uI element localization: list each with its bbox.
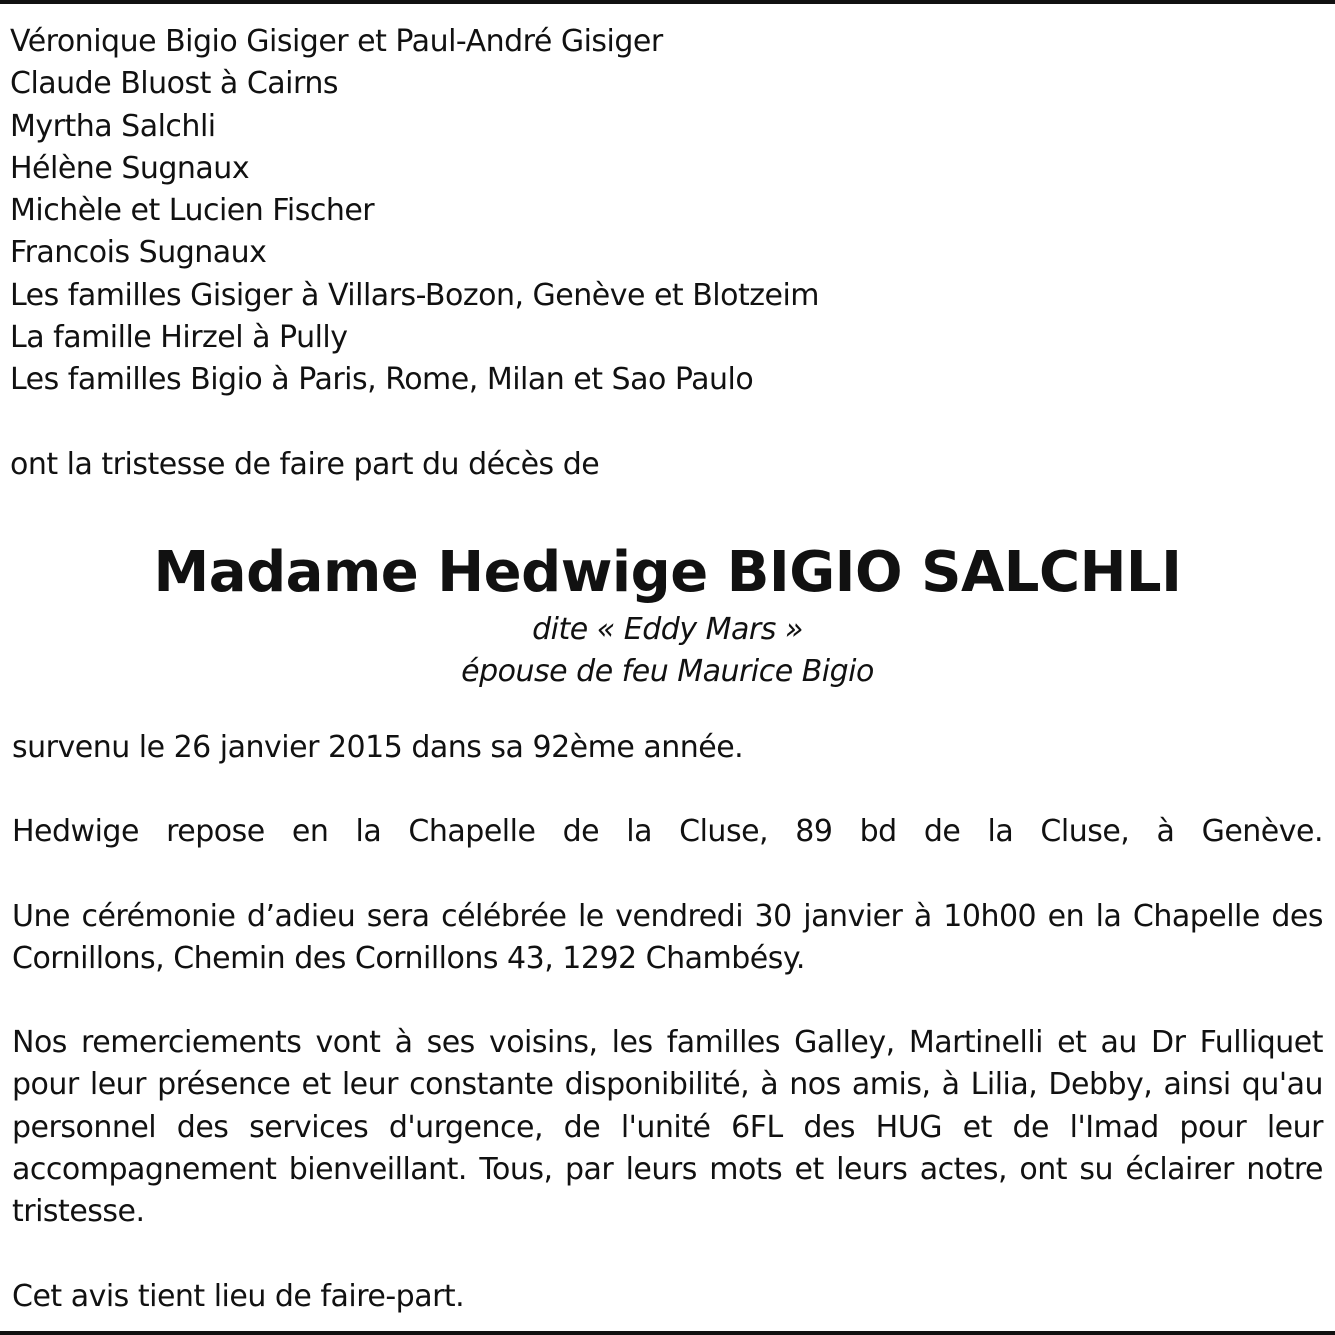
top-border-rule	[0, 0, 1335, 4]
deceased-spouse: épouse de feu Maurice Bigio	[461, 654, 874, 689]
family-member-line: La famille Hirzel à Pully	[10, 320, 348, 356]
thanks-paragraph: Nos remerciements vont à ses voisins, les familles Galley, Martinelli et au Dr Fulliquet pour leur présence et leur constante disponibilité, à nos amis, à Lilia, Debby, ainsi qu'au personnel des services d'urgence, de l'unité 6FL des HUG et de l'Imad pour leur accompagnement bienveillant. Tous, par leurs mots et leurs actes, ont su éclairer notre tristesse.	[12, 1025, 1323, 1230]
family-members-list	[10, 21, 819, 402]
announcement-text: ont la tristesse de faire part du décès de	[10, 447, 600, 482]
family-member-line: Les familles Bigio à Paris, Rome, Milan et Sao Paulo	[10, 362, 754, 398]
closing-line: Cet avis tient lieu de faire-part.	[12, 1279, 465, 1314]
family-member-line: Francois Sugnaux	[10, 235, 267, 271]
deceased-nickname: dite « Eddy Mars »	[532, 612, 803, 647]
deceased-name: Madame Hedwige BIGIO SALCHLI	[153, 540, 1182, 605]
family-member-line: Claude Bluost à Cairns	[10, 66, 338, 102]
family-member-line: Hélène Sugnaux	[10, 150, 250, 186]
bottom-border-rule	[0, 1331, 1335, 1335]
repose-paragraph: Hedwige repose en la Chapelle de la Cluse, 89 bd de la Cluse, à Genève.	[12, 814, 1323, 849]
date-of-death-line: survenu le 26 janvier 2015 dans sa 92ème année.	[12, 730, 744, 765]
family-member-line: Michèle et Lucien Fischer	[10, 193, 375, 229]
ceremony-paragraph: Une cérémonie d’adieu sera célébrée le vendredi 30 janvier à 10h00 en la Chapelle des Cornillons, Chemin des Cornillons 43, 1292 Chambésy.	[12, 899, 1323, 977]
family-member-line: Véronique Bigio Gisiger et Paul-André Gisiger	[10, 24, 663, 59]
family-member-line: Les familles Gisiger à Villars-Bozon, Genève et Blotzeim	[10, 277, 820, 313]
family-member-line: Myrtha Salchli	[10, 108, 216, 144]
